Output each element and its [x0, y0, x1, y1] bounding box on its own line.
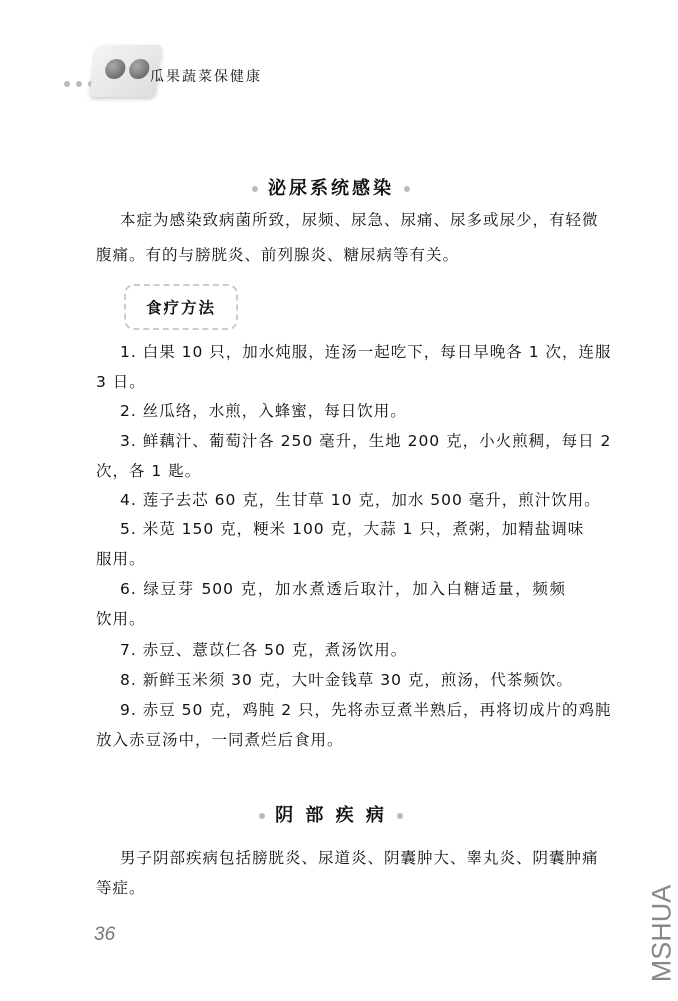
list-item: 6. 绿豆芽 500 克，加水煮透后取汁，加入白糖适量，频频: [120, 580, 566, 598]
list-item: 9. 赤豆 50 克，鸡肫 2 只，先将赤豆煮半熟后，再将切成片的鸡肫: [120, 701, 612, 719]
list-item: 饮用。: [96, 610, 146, 628]
list-item: 8. 新鲜玉米须 30 克，大叶金钱草 30 克，煎汤，代茶频饮。: [120, 671, 573, 689]
section-title: [0, 174, 662, 200]
running-header: 瓜果蔬菜保健康: [150, 69, 262, 85]
list-item: 3. 鲜藕汁、葡萄汁各 250 毫升，生地 200 克，小火煎稠，每日 2: [120, 432, 612, 450]
list-item: 4. 莲子去芯 60 克，生甘草 10 克，加水 500 毫升，煎汁饮用。: [120, 491, 601, 509]
paragraph-line: 本症为感染致病菌所致，尿频、尿急、尿痛、尿多或尿少，有轻微: [120, 211, 599, 229]
list-item: 服用。: [96, 550, 146, 568]
list-item: 7. 赤豆、薏苡仁各 50 克，煮汤饮用。: [120, 641, 408, 659]
list-item: 2. 丝瓜络，水煎，入蜂蜜，每日饮用。: [120, 402, 407, 420]
list-item: 放入赤豆汤中，一同煮烂后食用。: [96, 731, 344, 749]
subheading-box: [124, 284, 238, 330]
list-item: 1. 白果 10 只，加水炖服，连汤一起吃下，每日早晚各 1 次，连服: [120, 343, 612, 361]
paragraph-line: 等症。: [96, 879, 146, 897]
watermark: MSHUA: [646, 884, 677, 983]
section-title-text: 泌尿系统感染: [268, 178, 394, 199]
list-item: 次，各 1 匙。: [96, 462, 202, 480]
page-number: 36: [94, 924, 116, 945]
subheading: 食疗方法: [146, 299, 217, 317]
list-item: 5. 米苋 150 克，粳米 100 克，大蒜 1 只，煮粥，加精盐调味: [120, 520, 585, 538]
paragraph-line: 男子阴部疾病包括膀胱炎、尿道炎、阴囊肿大、睾丸炎、阴囊肿痛: [120, 849, 599, 867]
list-item: 3 日。: [96, 373, 146, 391]
paragraph-line: 腹痛。有的与膀胱炎、前列腺炎、糖尿病等有关。: [96, 246, 460, 264]
section-title: [0, 801, 662, 827]
section-title-text: 阴 部 疾 病: [275, 805, 387, 826]
